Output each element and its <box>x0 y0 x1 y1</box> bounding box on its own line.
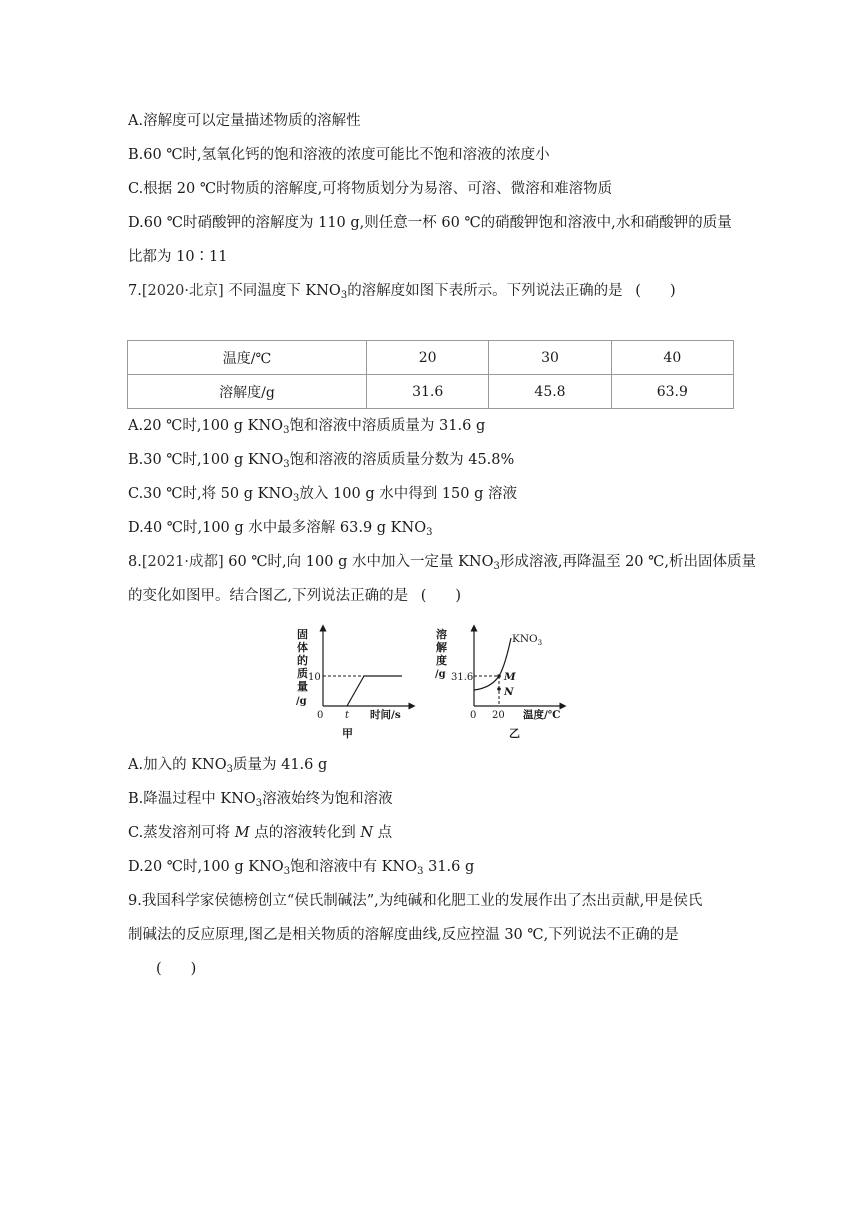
italic-n: N <box>360 825 374 841</box>
curve-label-text: KNO <box>512 633 538 645</box>
q7-source: [2020·北京] <box>141 283 224 299</box>
point-n-marker <box>497 687 501 691</box>
subscript: 3 <box>226 764 233 775</box>
curve-label <box>512 633 542 647</box>
subscript: 3 <box>417 866 424 877</box>
subscript: 3 <box>493 561 500 572</box>
subscript: 3 <box>255 798 263 809</box>
text: D.20 ℃时,100 g KNO <box>128 859 284 875</box>
text: 点 <box>373 825 393 841</box>
answer-bracket: ( ) <box>156 961 197 977</box>
table-row <box>128 375 734 409</box>
ylabel-char: 量 <box>297 680 308 693</box>
text: A.20 ℃时,100 g KNO <box>128 418 284 434</box>
text: 饱和溶液中溶质质量为 31.6 g <box>289 418 486 434</box>
ylabel-char: 度 <box>436 654 447 667</box>
table-cell: 30 <box>489 341 611 375</box>
text: B.降温过程中 KNO <box>128 791 256 807</box>
ylabel-char: 固 <box>297 628 308 641</box>
q8-stem-line1 <box>128 553 756 571</box>
curve-label-sub: 3 <box>537 639 543 647</box>
figure-caption: 乙 <box>509 727 520 740</box>
text: D.40 ℃时,100 g 水中最多溶解 63.9 g KNO <box>128 520 427 536</box>
q8-option-a <box>128 756 327 774</box>
q9-stem-line1: 9.我国科学家侯德榜创立“侯氏制碱法”,为纯碱和化肥工业的发展作出了杰出贡献,甲是侯氏 <box>128 893 703 909</box>
q8-number: 8. <box>128 554 142 570</box>
q7-option-b <box>128 451 514 469</box>
ylabel-char: /g <box>435 669 446 680</box>
ylabel-char: 溶 <box>436 628 447 641</box>
q6-option-b: B.60 ℃时,氢氧化钙的饱和溶液的浓度可能比不饱和溶液的浓度小 <box>128 147 550 163</box>
figure-jia <box>290 620 420 742</box>
q7-option-d <box>128 519 432 537</box>
figure-yi <box>433 620 573 742</box>
italic-m: M <box>234 825 250 841</box>
table-cell: 45.8 <box>489 375 611 409</box>
point-m-marker <box>497 674 501 678</box>
text: 点的溶液转化到 <box>249 825 361 841</box>
table-cell: 40 <box>611 341 733 375</box>
q6-option-d-line2: 比都为 10∶11 <box>128 249 228 265</box>
q6-option-c: C.根据 20 ℃时物质的溶解度,可将物质划分为易溶、可溶、微溶和难溶物质 <box>128 181 613 197</box>
point-n-label: N <box>504 686 514 698</box>
ylabel-char: /g <box>296 696 307 707</box>
table-cell: 31.6 <box>367 375 489 409</box>
q7-option-a <box>128 417 485 435</box>
subscript: 3 <box>340 290 348 301</box>
ylabel-char: 体 <box>297 641 308 654</box>
q7-option-c <box>128 485 517 503</box>
x-tick-label: t <box>345 710 350 721</box>
text: 60 ℃时,向 100 g 水中加入一定量 KNO <box>228 554 494 570</box>
text: 溶液始终为饱和溶液 <box>262 791 393 807</box>
point-m-label: M <box>504 671 516 683</box>
ylabel-char: 的 <box>297 654 308 667</box>
q6-option-d-line1: D.60 ℃时硝酸钾的溶解度为 110 g,则任意一杯 60 ℃的硝酸钾饱和溶液中,水和硝酸钾的质量 <box>128 215 732 231</box>
text: 饱和溶液中有 KNO <box>290 859 418 875</box>
subscript: 3 <box>283 459 290 470</box>
q8-option-b <box>128 790 393 808</box>
table-cell: 63.9 <box>611 375 733 409</box>
x-axis-label: 温度/℃ <box>523 709 561 721</box>
ylabel-char: 质 <box>297 667 308 680</box>
x-axis-label: 时间/s <box>370 709 401 721</box>
origin-label: 0 <box>470 710 477 721</box>
q8-source: [2021·成都] <box>141 554 224 570</box>
ylabel-char: 解 <box>436 641 447 654</box>
q7-number: 7. <box>128 283 142 299</box>
y-tick-label: 31.6 <box>451 672 474 683</box>
text: 形成溶液,再降温至 20 ℃,析出固体质量 <box>499 554 756 570</box>
subscript: 3 <box>293 493 300 504</box>
y-tick-label: 10 <box>308 672 321 683</box>
table-row <box>128 341 734 375</box>
text: 31.6 g <box>423 859 475 875</box>
text: A.加入的 KNO <box>128 757 227 773</box>
figure-caption: 甲 <box>342 727 353 740</box>
x-tick-label: 20 <box>492 710 505 721</box>
table-cell: 20 <box>367 341 489 375</box>
q7-stem-text-2: 的溶解度如图下表所示。下列说法正确的是 <box>347 283 623 299</box>
subscript: 3 <box>283 866 291 877</box>
text: B.30 ℃时,100 g KNO <box>128 452 284 468</box>
origin-label: 0 <box>317 710 324 721</box>
table-cell-temp-label: 温度/℃ <box>128 341 367 375</box>
mass-curve-rise <box>347 676 364 706</box>
q7-stem-text: 不同温度下 KNO <box>228 283 341 299</box>
text: 饱和溶液的溶质质量分数为 45.8% <box>289 452 515 468</box>
solubility-table <box>127 340 734 409</box>
table-cell-solubility-label: 溶解度/g <box>128 375 367 409</box>
text: C.蒸发溶剂可将 <box>128 825 235 841</box>
answer-bracket: ( ) <box>635 283 676 299</box>
text: 放入 100 g 水中得到 150 g 溶液 <box>299 486 517 502</box>
q8-stem-line2 <box>128 587 461 605</box>
q6-option-a: A.溶解度可以定量描述物质的溶解性 <box>128 113 361 129</box>
subscript: 3 <box>283 425 290 436</box>
subscript: 3 <box>426 527 433 538</box>
text: 质量为 41.6 g <box>232 757 328 773</box>
q8-option-d <box>128 858 474 876</box>
text: C.30 ℃时,将 50 g KNO <box>128 486 294 502</box>
answer-bracket: ( ) <box>420 588 462 604</box>
q7-stem <box>128 282 676 300</box>
q8-option-c <box>128 824 392 842</box>
q9-stem-line2: 制碱法的反应原理,图乙是相关物质的溶解度曲线,反应控温 30 ℃,下列说法不正确的是 <box>128 927 679 943</box>
text: 的变化如图甲。结合图乙,下列说法正确的是 <box>128 588 409 604</box>
